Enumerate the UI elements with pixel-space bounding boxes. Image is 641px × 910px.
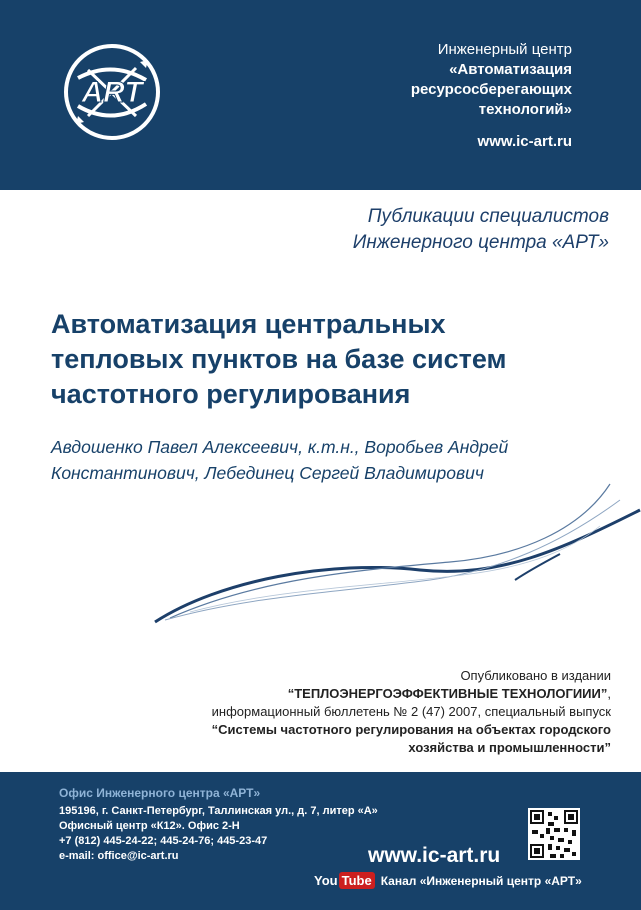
published-line4: “Системы частотного регулирования на объектах городского <box>211 722 611 737</box>
art-logo-icon <box>60 40 164 144</box>
journal-name: “ТЕПЛОЭНЕРГОЭФФЕКТИВНЫЕ ТЕХНОЛОГИИИ” <box>287 686 608 701</box>
youtube-tube-text: Tube <box>339 872 375 889</box>
center-line1: Инженерный центр <box>437 41 572 58</box>
series-line1: Публикации специалистов <box>367 206 609 227</box>
published-line3: информационный бюллетень № 2 (47) 2007, специальный выпуск <box>211 704 611 719</box>
title-line3: частотного регулирования <box>51 379 411 409</box>
office-contacts <box>59 804 378 864</box>
series-line2: Инженерного центра «АРТ» <box>352 232 609 253</box>
header-url-link[interactable]: www.ic-art.ru <box>477 133 572 150</box>
office-title: Офис Инженерного центра «АРТ» <box>59 786 261 800</box>
center-line2: «Автоматизация <box>449 61 572 78</box>
office-address: 195196, г. Санкт-Петербург, Таллинская ул., д. 7, литер «А» <box>59 805 378 817</box>
center-line4: технологий» <box>478 101 572 118</box>
header-banner <box>0 0 641 190</box>
page-title <box>51 307 611 412</box>
authors-line1: Авдошенко Павел Алексеевич, к.т.н., Воробьев Андрей <box>51 437 509 457</box>
publication-series <box>353 204 609 256</box>
youtube-logo-icon <box>314 872 375 889</box>
published-line1: Опубликовано в издании <box>460 668 611 683</box>
journal-suffix: , <box>607 686 611 701</box>
decorative-swoosh <box>0 470 641 660</box>
footer-url-link[interactable]: www.ic-art.ru <box>368 844 501 867</box>
title-line2: тепловых пунктов на базе систем <box>51 344 507 374</box>
title-line1: Автоматизация центральных <box>51 309 446 339</box>
office-phones: +7 (812) 445-24-22; 445-24-76; 445-23-47 <box>59 835 268 847</box>
youtube-channel-label: Канал «Инженерный центр «АРТ» <box>380 873 582 888</box>
publication-info <box>212 667 611 757</box>
center-line3: ресурсосберегающих <box>410 81 572 98</box>
svg-text:ART: ART <box>81 76 143 109</box>
office-email[interactable]: e-mail: office@ic-art.ru <box>59 850 179 862</box>
office-center: Офисный центр «К12». Офис 2-Н <box>59 820 240 832</box>
engineering-center-name <box>411 40 572 152</box>
youtube-channel-link[interactable] <box>314 872 582 889</box>
youtube-you-text: You <box>314 873 338 888</box>
qr-code-icon <box>528 808 580 860</box>
footer-banner <box>0 772 641 910</box>
authors-line2: Константинович, Лебединец Сергей Владимирович <box>51 463 484 483</box>
published-line5: хозяйства и промышленности” <box>408 740 611 755</box>
